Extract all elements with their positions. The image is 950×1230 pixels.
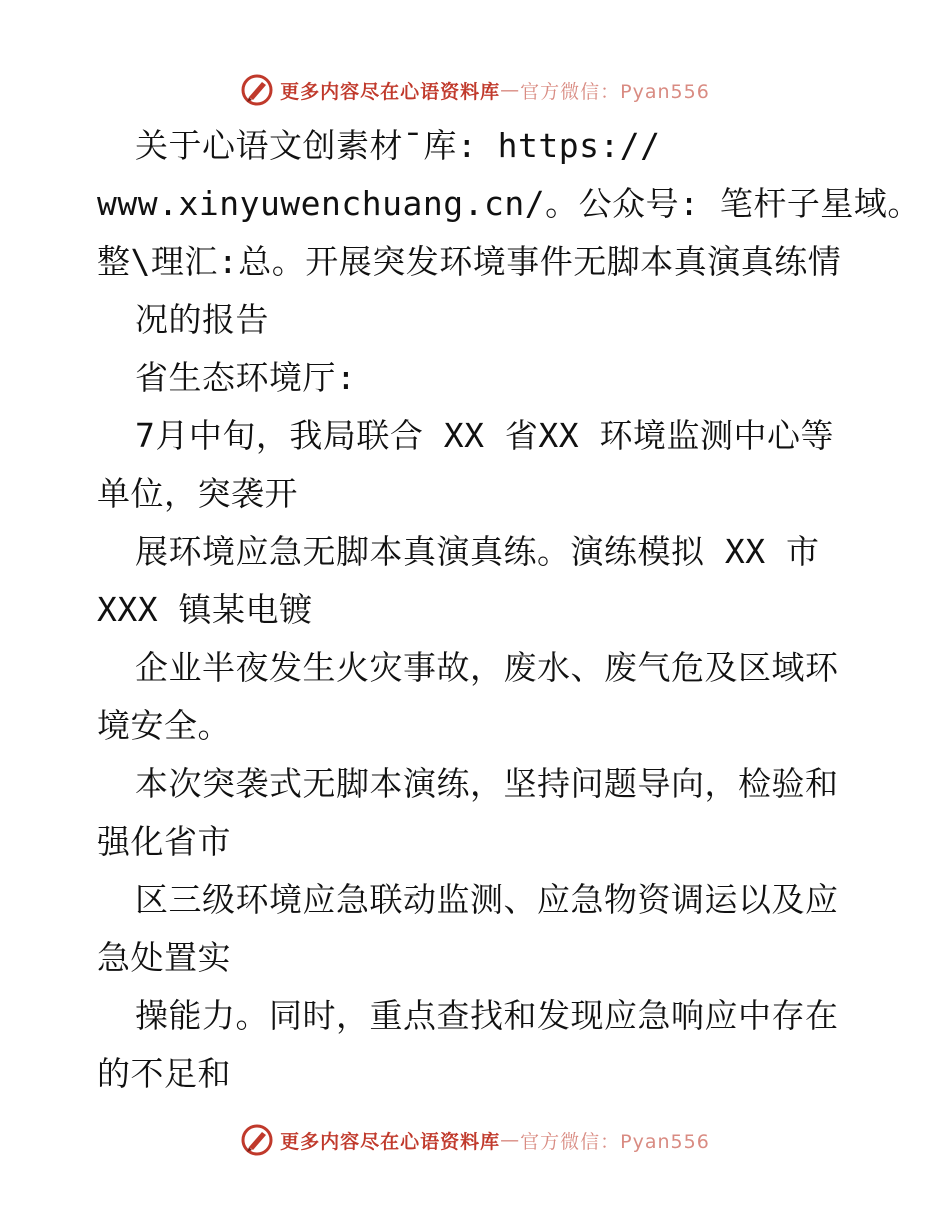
text-line-7: 单位，突袭开 bbox=[97, 474, 298, 513]
header-dash: — bbox=[500, 79, 521, 101]
pen-logo-icon bbox=[240, 1123, 274, 1157]
text-line-2: www.xinyuwenchuang.cn/。公众号: 笔杆子星域。 bbox=[97, 184, 921, 223]
text-line-5: 省生态环境厅: bbox=[135, 358, 357, 397]
header-watermark-banner bbox=[0, 70, 950, 110]
text-line-12: 本次突袭式无脚本演练，坚持问题导向，检验和 bbox=[135, 764, 839, 803]
text-line-13: 强化省市 bbox=[97, 822, 231, 861]
text-line-17: 的不足和 bbox=[97, 1054, 231, 1093]
text-line-11: 境安全。 bbox=[97, 706, 231, 745]
pen-logo-icon bbox=[240, 73, 274, 107]
text-line-6: 7月中旬，我局联合 XX 省XX 环境监测中心等 bbox=[135, 416, 834, 455]
footer-dash: — bbox=[500, 1129, 521, 1151]
header-contact-text: 官方微信：Pyan556 bbox=[520, 80, 710, 103]
footer-brand-text: 更多内容尽在心语资料库 bbox=[280, 1130, 501, 1153]
text-line-8: 展环境应急无脚本真演真练。演练模拟 XX 市 bbox=[135, 532, 820, 571]
text-line-1: 关于心语文创素材¯库: https:// bbox=[135, 126, 661, 165]
text-line-9: XXX 镇某电镀 bbox=[97, 590, 313, 629]
text-line-3: 整\理汇:总。开展突发环境事件无脚本真演真练情 bbox=[97, 242, 842, 281]
text-line-14: 区三级环境应急联动监测、应急物资调运以及应 bbox=[135, 880, 839, 919]
footer-watermark-banner bbox=[0, 1120, 950, 1160]
text-line-4: 况的报告 bbox=[135, 300, 269, 339]
text-line-10: 企业半夜发生火灾事故，废水、废气危及区域环 bbox=[135, 648, 839, 687]
text-line-15: 急处置实 bbox=[97, 938, 231, 977]
text-line-16: 操能力。同时，重点查找和发现应急响应中存在 bbox=[135, 996, 839, 1035]
header-brand-text: 更多内容尽在心语资料库 bbox=[280, 80, 501, 103]
footer-contact-text: 官方微信：Pyan556 bbox=[520, 1130, 710, 1153]
